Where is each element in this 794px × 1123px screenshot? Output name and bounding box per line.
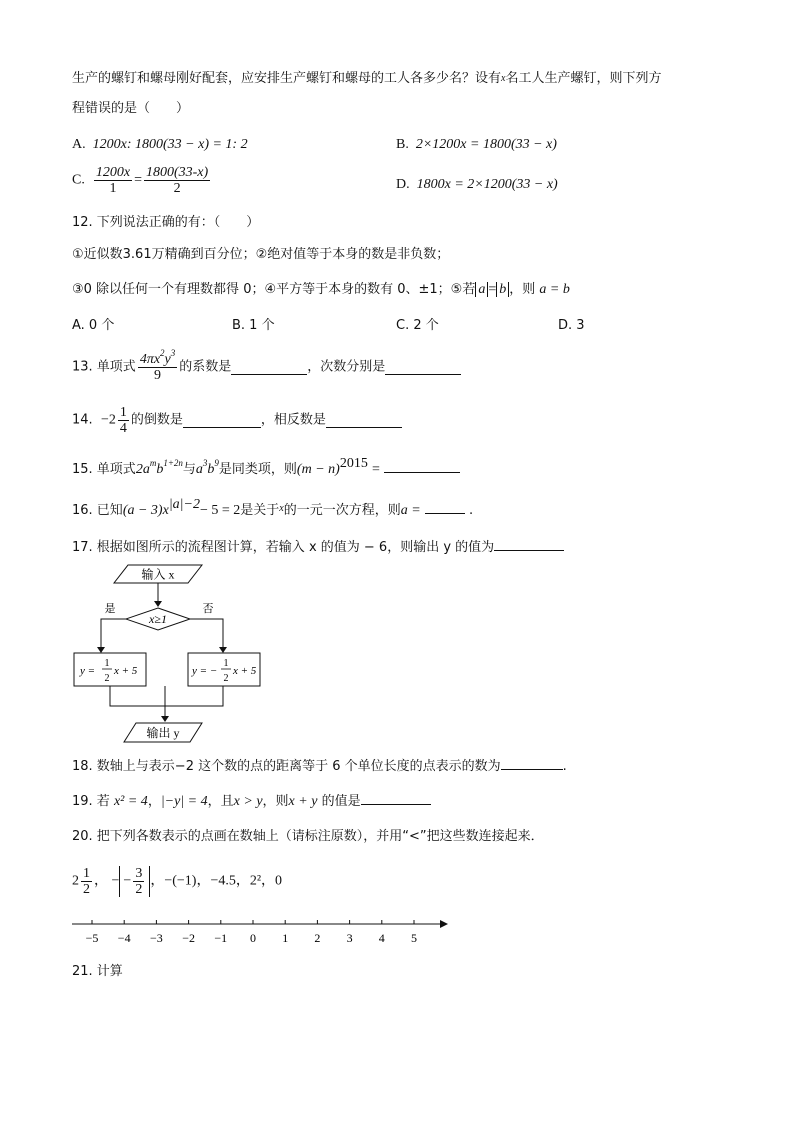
- q14-blank2[interactable]: [326, 413, 402, 428]
- q11-option-c: C. $\frac{1200x}{1}$ = $\frac{1800(33-x)}{2}$: [72, 165, 209, 196]
- number-line-tick-label: −3: [150, 931, 163, 945]
- q13: 13. 单项式 $\frac{4\pi x^2y^3}{9}$ 的系数是 ，次数分别是: [72, 352, 461, 383]
- number-line: [70, 915, 450, 951]
- number-line-tick-label: 5: [411, 931, 417, 945]
- q15-blank[interactable]: [384, 458, 460, 473]
- q11-option-a: A. 1200x: 1800(33 − x) = 1: 2: [72, 137, 248, 152]
- q11-option-b: B. 2×1200x = 1800(33 − x): [396, 137, 557, 152]
- number-line-tick-label: −5: [85, 931, 99, 945]
- flow-input-label: 输入 x: [141, 567, 175, 582]
- svg-text:2: 2: [104, 673, 110, 684]
- q17-blank[interactable]: [494, 536, 564, 551]
- q12-option-a: A. 0 个: [72, 318, 115, 333]
- number-line-tick-label: −1: [214, 931, 228, 945]
- q12-option-d: D. 3: [558, 318, 585, 333]
- q13-blank2[interactable]: [385, 360, 461, 375]
- q17-stem: 17. 根据如图所示的流程图计算，若输入 x 的值为 − 6，则输出 y 的值为: [72, 536, 564, 558]
- q14: 14. −2 $\frac{1}{4}$ 的倒数是 ，相反数是: [72, 405, 402, 436]
- q16-blank[interactable]: [425, 499, 465, 514]
- q17-flowchart: [70, 560, 270, 748]
- q16: 16. 已知$(a - 3)x^{|a|-2}- 5 = 2$是关于$^x$的一元一次方程，则a = .: [72, 496, 474, 518]
- svg-text:1: 1: [104, 658, 110, 669]
- svg-text:y = −: y = −: [192, 665, 218, 677]
- q12-option-b: B. 1 个: [232, 318, 275, 333]
- q13-blank1[interactable]: [231, 360, 307, 375]
- q14-blank1[interactable]: [183, 413, 261, 428]
- q11-line2: 程错误的是（ ）: [72, 101, 190, 116]
- number-line-tick-label: 4: [378, 931, 385, 945]
- q18-blank[interactable]: [501, 755, 563, 770]
- flow-no-label: 否: [202, 603, 214, 615]
- number-line-tick-label: −4: [117, 931, 131, 945]
- number-line-tick-label: 3: [346, 931, 353, 945]
- number-line-tick-label: 2: [314, 931, 321, 945]
- q18: 18. 数轴上与表示−2 这个数的点的距离等于 6 个单位长度的点表示的数为 .: [72, 755, 567, 777]
- q19-blank[interactable]: [361, 790, 431, 805]
- svg-text:x + 5: x + 5: [233, 665, 257, 677]
- q11-line1: 生产的螺钉和螺母刚好配套，应安排生产螺钉和螺母的工人各多少名？设有$^x$名工人生产螺钉，则下列方: [72, 71, 662, 86]
- svg-text:2: 2: [223, 673, 229, 684]
- q11-option-d: D. 1800x = 2×1200(33 − x): [396, 177, 558, 192]
- q12-option-c: C. 2 个: [396, 318, 439, 333]
- q15: 15. 单项式$2a^mb^{1+2n}$与$a^3b^9$是同类项，则$(m - n)^{2015}$ =: [72, 458, 460, 480]
- flow-output-label: 输出 y: [146, 726, 180, 740]
- svg-text:y =: y =: [80, 665, 96, 677]
- q12-line2: ③0 除以任何一个有理数都得 0；④平方等于本身的数有 0、±1；⑤若 a = b ，则 a = b: [72, 282, 570, 297]
- number-line-tick-label: −2: [182, 931, 195, 945]
- q20-numbers: 2 $\frac{1}{2}$ ， − − $\frac{3}{2}$ ，−(−1)，−4.5，2²，0: [72, 866, 283, 897]
- q20-stem: 20. 把下列各数表示的点画在数轴上（请标注原数），并用“<”把这些数连接起来．: [72, 829, 544, 844]
- svg-text:x + 5: x + 5: [114, 665, 138, 677]
- number-line-arrow: [440, 920, 448, 928]
- q19: 19. 若 x² = 4，|−y| = 4，且x > y，则x + y 的值是: [72, 790, 431, 812]
- svg-text:1: 1: [223, 658, 229, 669]
- q12-line1: ①近似数3.61万精确到百分位；②绝对值等于本身的数是非负数；: [72, 247, 450, 262]
- flow-decision-label: x≥1: [149, 612, 167, 626]
- q21-stem: 21. 计算: [72, 964, 123, 979]
- flow-yes-label: 是: [104, 603, 116, 615]
- q12-stem: 12. 下列说法正确的有：（ ）: [72, 215, 260, 230]
- number-line-tick-label: 0: [250, 931, 256, 945]
- number-line-tick-label: 1: [282, 931, 289, 945]
